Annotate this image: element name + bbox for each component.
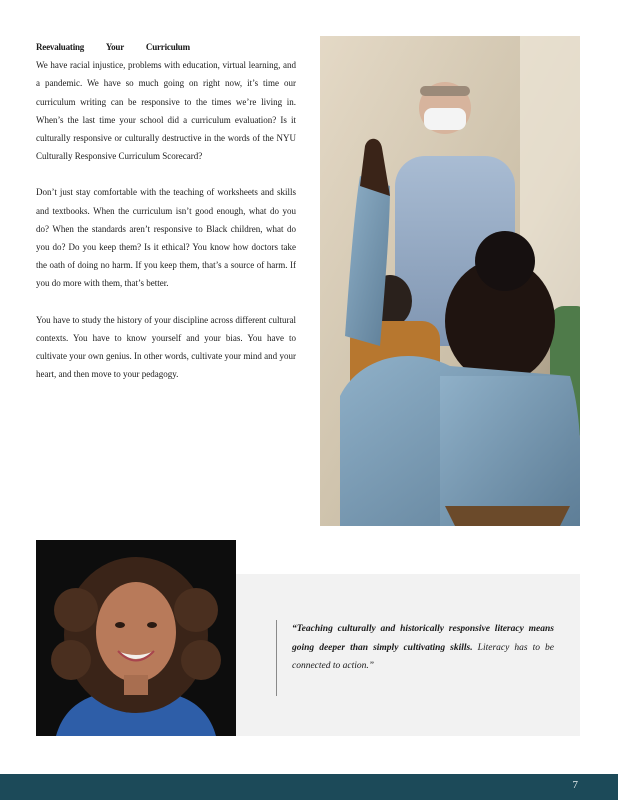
portrait-illustration xyxy=(36,540,236,736)
paragraph-3: You have to study the history of your discipline across different cultural contexts. You have to know yourself and your bias. You have to cultivate your own genius. In other words, cultivate your mind and your heart, and then move to your pedagogy. xyxy=(36,314,296,380)
article-column xyxy=(36,38,296,401)
portrait-photo xyxy=(36,540,236,736)
article-heading: Reevaluating Your Curriculum xyxy=(36,42,190,52)
footer-bar xyxy=(0,774,618,800)
paragraph-2: Don’t just stay comfortable with the teaching of worksheets and skills and textbooks. When the curriculum isn’t good enough, what do you do? When the standards aren’t responsive to Black children, what do you do? Do you keep them? Is it ethical? You know how doctors take the oath of doing no harm. If you keep them, that’s a source of harm. If you do more with them, that’s better. xyxy=(36,187,296,289)
page-number: 7 xyxy=(572,779,578,791)
classroom-photo xyxy=(320,36,580,526)
classroom-illustration xyxy=(320,36,580,526)
paragraph-1: We have racial injustice, problems with education, virtual learning, and a pandemic. We have so much going on right now, it’s time our curriculum writing can be responsive to the times we’re living in. When’s the last time your school did a curriculum evaluation? Is it culturally responsive or culturally destructive in the words of the NYU Culturally Responsive Curriculum Scorecard? xyxy=(36,60,296,162)
pull-quote-box xyxy=(236,574,580,736)
pull-quote-regular: Literacy has to be connected to action.” xyxy=(292,642,554,671)
pull-quote xyxy=(292,620,554,676)
quote-rule xyxy=(276,620,277,696)
pull-quote-bold: “Teaching culturally and historically responsive literacy means going deeper than simply cultivating skills. xyxy=(292,624,554,653)
